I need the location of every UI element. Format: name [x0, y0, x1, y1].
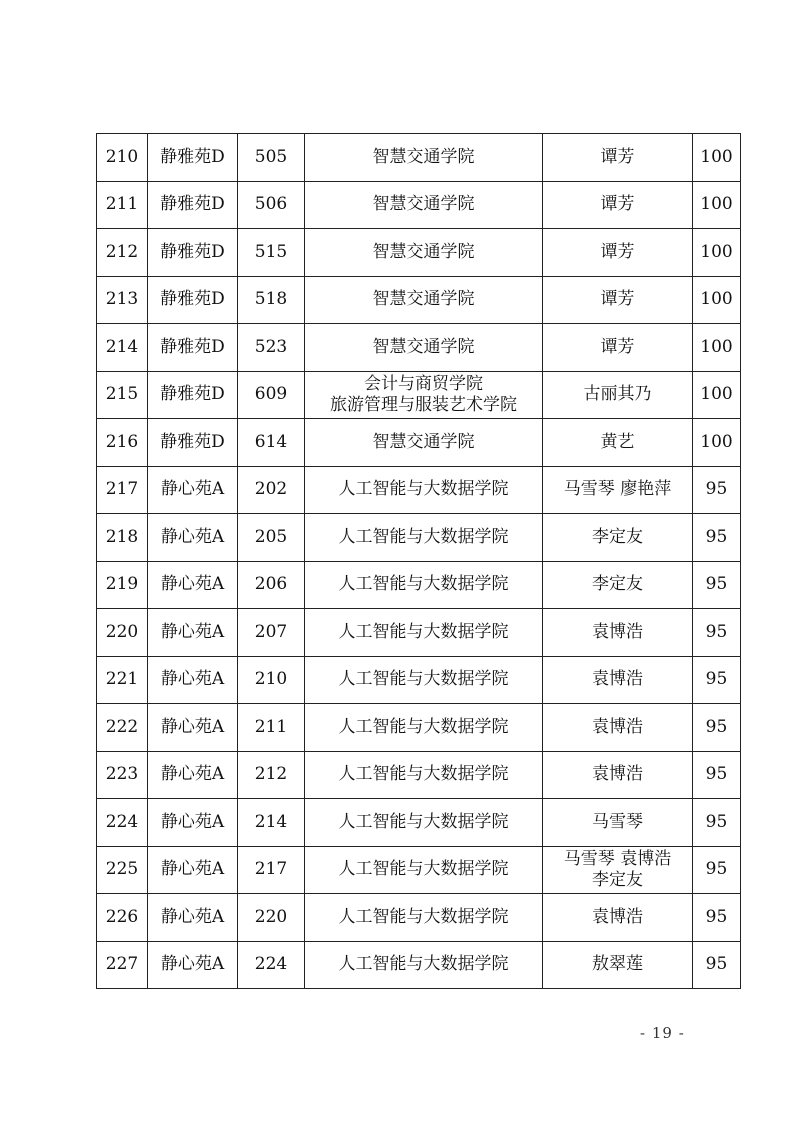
- building-cell: 静心苑A: [148, 466, 238, 514]
- building-cell: 静心苑A: [148, 941, 238, 989]
- building-cell: 静雅苑D: [148, 324, 238, 372]
- staff-cell: [543, 751, 693, 799]
- room-cell: 518: [238, 276, 305, 324]
- building-cell: 静心苑A: [148, 656, 238, 704]
- table-row: [97, 466, 741, 514]
- score-cell: 95: [693, 609, 741, 657]
- staff-cell: [543, 371, 693, 419]
- building-cell: 静心苑A: [148, 846, 238, 894]
- college-line: 会计与商贸学院: [364, 373, 483, 394]
- score-cell: 100: [693, 181, 741, 229]
- staff-line: 黄艺: [600, 431, 635, 452]
- college-cell: [305, 324, 543, 372]
- row-number-cell: 210: [97, 134, 148, 182]
- building-cell: 静心苑A: [148, 514, 238, 562]
- staff-line: 马雪琴 袁博浩: [563, 848, 672, 869]
- staff-cell: [543, 609, 693, 657]
- table-row: [97, 561, 741, 609]
- row-number-cell: 212: [97, 229, 148, 277]
- row-number-cell: 226: [97, 894, 148, 942]
- building-cell: 静心苑A: [148, 561, 238, 609]
- college-cell: [305, 276, 543, 324]
- college-cell: [305, 941, 543, 989]
- college-line: 旅游管理与服装艺术学院: [330, 394, 517, 415]
- row-number-cell: 219: [97, 561, 148, 609]
- room-cell: 614: [238, 419, 305, 467]
- room-cell: 205: [238, 514, 305, 562]
- building-cell: 静雅苑D: [148, 371, 238, 419]
- room-cell: 217: [238, 846, 305, 894]
- staff-line: 李定友: [592, 526, 643, 547]
- building-cell: 静心苑A: [148, 704, 238, 752]
- row-number-cell: 224: [97, 799, 148, 847]
- staff-line: 袁博浩: [592, 669, 643, 690]
- college-cell: [305, 514, 543, 562]
- college-cell: [305, 466, 543, 514]
- college-cell: [305, 894, 543, 942]
- score-cell: 95: [693, 466, 741, 514]
- room-cell: 202: [238, 466, 305, 514]
- table-row: [97, 276, 741, 324]
- staff-line: 古丽其乃: [583, 384, 652, 405]
- building-cell: 静雅苑D: [148, 229, 238, 277]
- college-cell: [305, 229, 543, 277]
- table-row: [97, 371, 741, 419]
- college-line: 人工智能与大数据学院: [338, 526, 509, 547]
- staff-cell: [543, 324, 693, 372]
- table-row: [97, 514, 741, 562]
- college-line: 智慧交通学院: [372, 289, 475, 310]
- dormitory-score-table: [96, 133, 741, 989]
- score-cell: 100: [693, 134, 741, 182]
- staff-cell: [543, 466, 693, 514]
- building-cell: 静心苑A: [148, 609, 238, 657]
- table-row: [97, 751, 741, 799]
- staff-cell: [543, 419, 693, 467]
- table-row: [97, 609, 741, 657]
- college-line: 人工智能与大数据学院: [338, 574, 509, 595]
- staff-cell: [543, 276, 693, 324]
- room-cell: 505: [238, 134, 305, 182]
- college-line: 人工智能与大数据学院: [338, 811, 509, 832]
- staff-cell: [543, 704, 693, 752]
- row-number-cell: 215: [97, 371, 148, 419]
- row-number-cell: 211: [97, 181, 148, 229]
- staff-cell: [543, 941, 693, 989]
- score-cell: 95: [693, 561, 741, 609]
- college-line: 智慧交通学院: [372, 431, 475, 452]
- staff-line: 谭芳: [600, 194, 635, 215]
- building-cell: 静雅苑D: [148, 276, 238, 324]
- building-cell: 静心苑A: [148, 894, 238, 942]
- room-cell: 523: [238, 324, 305, 372]
- score-cell: 95: [693, 799, 741, 847]
- staff-cell: [543, 561, 693, 609]
- building-cell: 静心苑A: [148, 751, 238, 799]
- staff-line: 李定友: [592, 574, 643, 595]
- staff-line: 李定友: [592, 869, 643, 890]
- college-cell: [305, 419, 543, 467]
- row-number-cell: 227: [97, 941, 148, 989]
- staff-line: 袁博浩: [592, 764, 643, 785]
- room-cell: 210: [238, 656, 305, 704]
- college-line: 智慧交通学院: [372, 336, 475, 357]
- table-row: [97, 419, 741, 467]
- college-line: 人工智能与大数据学院: [338, 954, 509, 975]
- score-cell: 95: [693, 751, 741, 799]
- room-cell: 206: [238, 561, 305, 609]
- staff-line: 袁博浩: [592, 716, 643, 737]
- score-cell: 95: [693, 704, 741, 752]
- row-number-cell: 214: [97, 324, 148, 372]
- college-cell: [305, 846, 543, 894]
- page-number: - 19 -: [640, 1024, 685, 1042]
- table-row: [97, 704, 741, 752]
- room-cell: 506: [238, 181, 305, 229]
- building-cell: 静心苑A: [148, 799, 238, 847]
- score-cell: 95: [693, 894, 741, 942]
- college-cell: [305, 751, 543, 799]
- college-line: 人工智能与大数据学院: [338, 669, 509, 690]
- staff-cell: [543, 894, 693, 942]
- staff-cell: [543, 846, 693, 894]
- college-cell: [305, 371, 543, 419]
- college-cell: [305, 799, 543, 847]
- table-row: [97, 229, 741, 277]
- college-cell: [305, 609, 543, 657]
- college-cell: [305, 134, 543, 182]
- college-cell: [305, 656, 543, 704]
- staff-cell: [543, 181, 693, 229]
- room-cell: 220: [238, 894, 305, 942]
- college-line: 人工智能与大数据学院: [338, 716, 509, 737]
- staff-cell: [543, 656, 693, 704]
- score-cell: 100: [693, 229, 741, 277]
- row-number-cell: 213: [97, 276, 148, 324]
- room-cell: 515: [238, 229, 305, 277]
- score-cell: 95: [693, 514, 741, 562]
- staff-cell: [543, 514, 693, 562]
- table-row: [97, 324, 741, 372]
- row-number-cell: 220: [97, 609, 148, 657]
- college-line: 人工智能与大数据学院: [338, 859, 509, 880]
- college-line: 智慧交通学院: [372, 194, 475, 215]
- row-number-cell: 217: [97, 466, 148, 514]
- staff-line: 谭芳: [600, 336, 635, 357]
- score-cell: 95: [693, 846, 741, 894]
- building-cell: 静雅苑D: [148, 419, 238, 467]
- score-cell: 100: [693, 324, 741, 372]
- college-cell: [305, 704, 543, 752]
- row-number-cell: 221: [97, 656, 148, 704]
- room-cell: 207: [238, 609, 305, 657]
- college-line: 人工智能与大数据学院: [338, 764, 509, 785]
- room-cell: 211: [238, 704, 305, 752]
- college-line: 智慧交通学院: [372, 146, 475, 167]
- row-number-cell: 223: [97, 751, 148, 799]
- score-cell: 100: [693, 276, 741, 324]
- row-number-cell: 216: [97, 419, 148, 467]
- staff-cell: [543, 134, 693, 182]
- staff-line: 袁博浩: [592, 906, 643, 927]
- staff-line: 谭芳: [600, 241, 635, 262]
- row-number-cell: 225: [97, 846, 148, 894]
- table-row: [97, 656, 741, 704]
- college-cell: [305, 561, 543, 609]
- room-cell: 609: [238, 371, 305, 419]
- building-cell: 静雅苑D: [148, 134, 238, 182]
- building-cell: 静雅苑D: [148, 181, 238, 229]
- table-row: [97, 846, 741, 894]
- staff-line: 袁博浩: [592, 621, 643, 642]
- table-row: [97, 941, 741, 989]
- college-line: 人工智能与大数据学院: [338, 479, 509, 500]
- staff-line: 敖翠莲: [592, 954, 643, 975]
- room-cell: 212: [238, 751, 305, 799]
- score-cell: 100: [693, 371, 741, 419]
- college-line: 智慧交通学院: [372, 241, 475, 262]
- table-row: [97, 799, 741, 847]
- table-row: [97, 134, 741, 182]
- table-row: [97, 894, 741, 942]
- table-body: [97, 134, 741, 989]
- college-line: 人工智能与大数据学院: [338, 621, 509, 642]
- staff-line: 马雪琴: [592, 811, 643, 832]
- room-cell: 214: [238, 799, 305, 847]
- score-cell: 95: [693, 941, 741, 989]
- college-cell: [305, 181, 543, 229]
- staff-cell: [543, 799, 693, 847]
- staff-line: 谭芳: [600, 146, 635, 167]
- staff-line: 谭芳: [600, 289, 635, 310]
- college-line: 人工智能与大数据学院: [338, 906, 509, 927]
- row-number-cell: 222: [97, 704, 148, 752]
- staff-cell: [543, 229, 693, 277]
- score-cell: 100: [693, 419, 741, 467]
- staff-line: 马雪琴 廖艳萍: [563, 479, 672, 500]
- row-number-cell: 218: [97, 514, 148, 562]
- score-cell: 95: [693, 656, 741, 704]
- table-row: [97, 181, 741, 229]
- room-cell: 224: [238, 941, 305, 989]
